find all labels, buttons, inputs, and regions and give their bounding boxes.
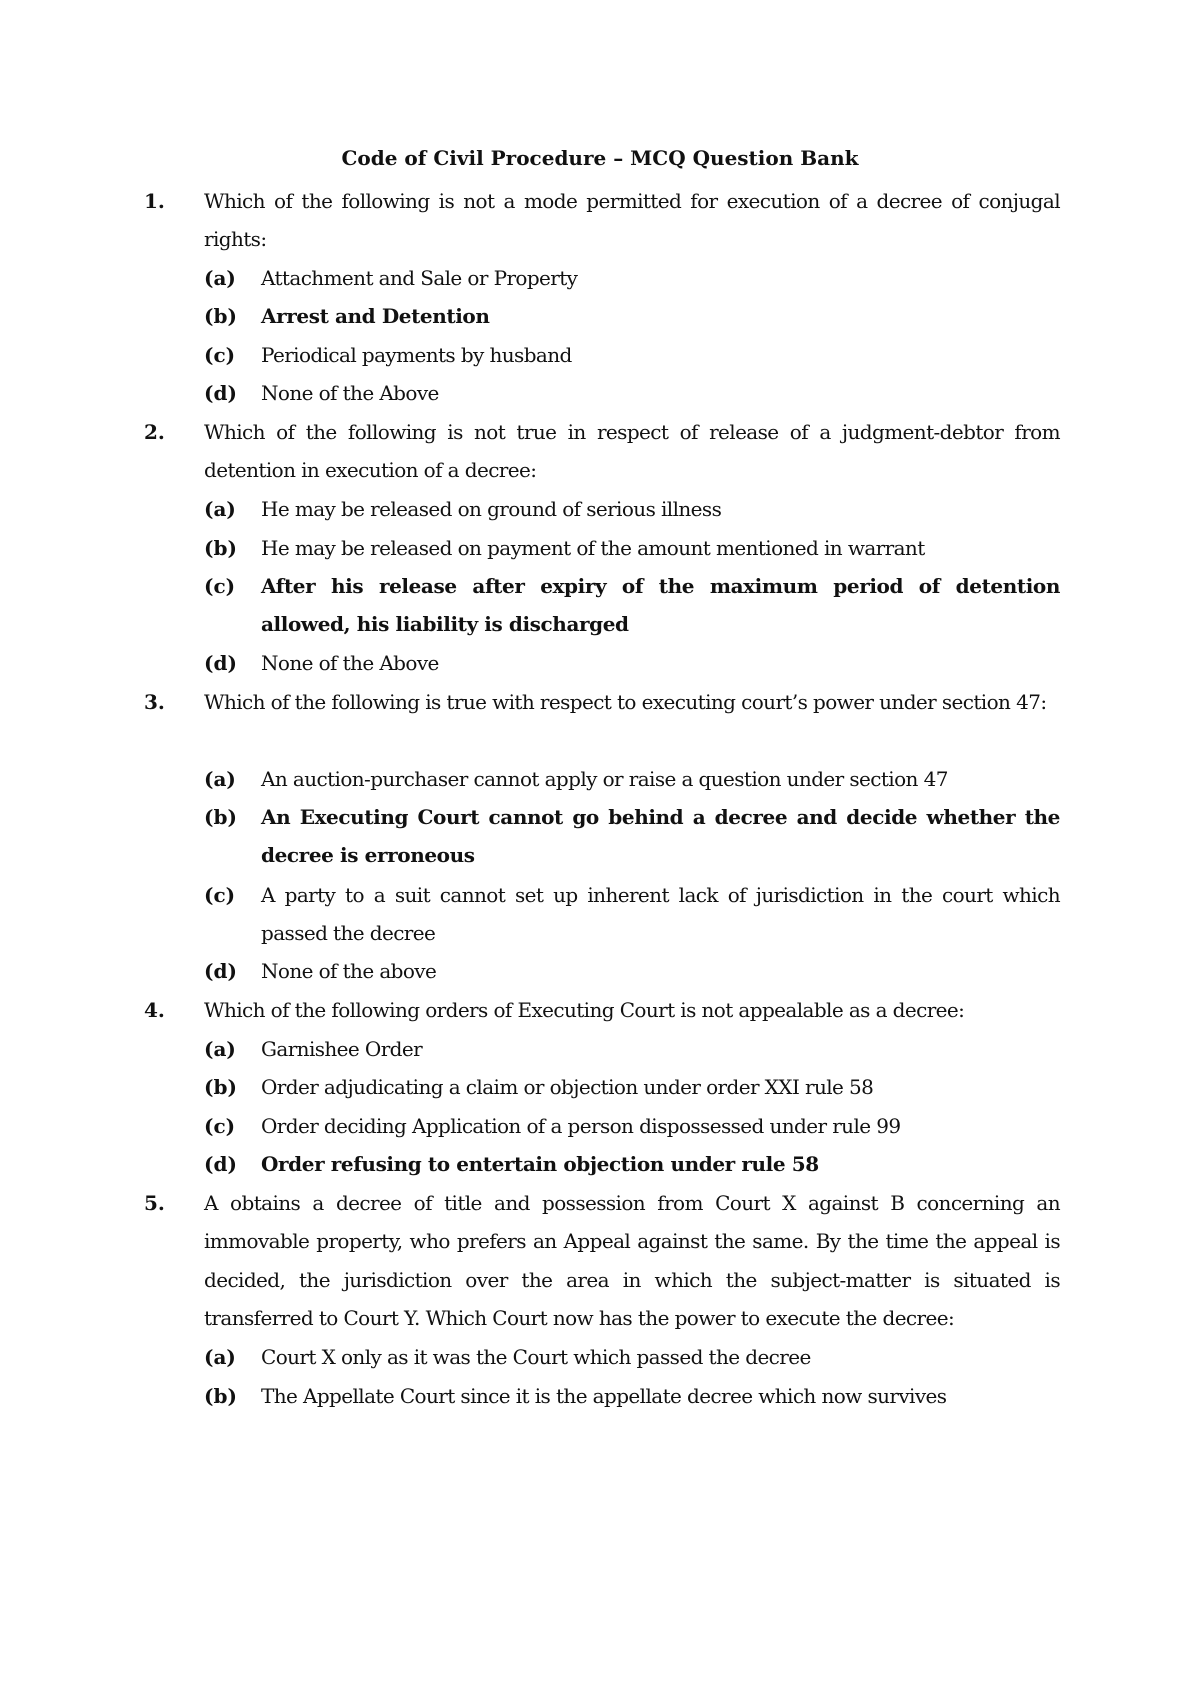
option-label: (c) — [204, 1114, 236, 1138]
option-text: Order refusing to entertain objection under rule 58 — [261, 1152, 819, 1176]
option-text: He may be released on ground of serious illness — [261, 497, 722, 521]
option-text: None of the Above — [261, 651, 439, 675]
question-text: A obtains a decree of title and possession from Court X against B concerning an immovable property, who prefers an Appeal against the same. By the time the appeal is decided, the jurisdiction over the area in which the subject-matter is situated is transferred to Court Y. Which Court now has the power to execute the decree: — [204, 1191, 1060, 1330]
option-label: (a) — [204, 1037, 236, 1061]
option-text: None of the above — [261, 959, 437, 983]
question-number: 1. — [144, 189, 165, 213]
option-text: Court X only as it was the Court which passed the decree — [261, 1345, 811, 1369]
option-text: None of the Above — [261, 381, 439, 405]
option-text: Attachment and Sale or Property — [261, 266, 578, 290]
option-label: (b) — [204, 1075, 237, 1099]
option-text: An auction-purchaser cannot apply or raise a question under section 47 — [261, 767, 948, 791]
page-title: Code of Civil Procedure – MCQ Question Bank — [341, 146, 859, 170]
option-text: After his release after expiry of the maximum period of detention allowed, his liability is discharged — [261, 574, 1060, 637]
option-text: He may be released on payment of the amount mentioned in warrant — [261, 536, 925, 560]
option-text: An Executing Court cannot go behind a decree and decide whether the decree is erroneous — [261, 805, 1060, 868]
option-label: (d) — [204, 381, 237, 405]
option-label: (b) — [204, 304, 237, 328]
option-text: Periodical payments by husband — [261, 343, 572, 367]
option-label: (b) — [204, 1384, 237, 1408]
option-label: (a) — [204, 497, 236, 521]
option-text: The Appellate Court since it is the appellate decree which now survives — [261, 1384, 947, 1408]
question-number: 3. — [144, 690, 165, 714]
question-text: Which of the following is not a mode permitted for execution of a decree of conjugal rights: — [204, 189, 1060, 252]
question-text: Which of the following is true with respect to executing court’s power under section 47: — [204, 690, 1047, 714]
option-text: A party to a suit cannot set up inherent lack of jurisdiction in the court which passed the decree — [261, 883, 1060, 946]
option-label: (c) — [204, 883, 236, 907]
question-number: 5. — [144, 1191, 165, 1215]
option-label: (c) — [204, 574, 236, 598]
question-text: Which of the following orders of Executing Court is not appealable as a decree: — [204, 998, 965, 1022]
option-label: (a) — [204, 767, 236, 791]
option-text: Order adjudicating a claim or objection under order XXI rule 58 — [261, 1075, 874, 1099]
question-number: 2. — [144, 420, 165, 444]
option-label: (b) — [204, 536, 237, 560]
option-label: (d) — [204, 959, 237, 983]
option-label: (d) — [204, 1152, 237, 1176]
question-number: 4. — [144, 998, 165, 1022]
option-label: (a) — [204, 1345, 236, 1369]
option-text: Order deciding Application of a person dispossessed under rule 99 — [261, 1114, 901, 1138]
option-label: (b) — [204, 805, 237, 829]
option-text: Arrest and Detention — [261, 304, 490, 328]
option-text: Garnishee Order — [261, 1037, 423, 1061]
question-text: Which of the following is not true in respect of release of a judgment-debtor from detention in execution of a decree: — [204, 420, 1060, 483]
option-label: (d) — [204, 651, 237, 675]
option-label: (c) — [204, 343, 236, 367]
option-label: (a) — [204, 266, 236, 290]
